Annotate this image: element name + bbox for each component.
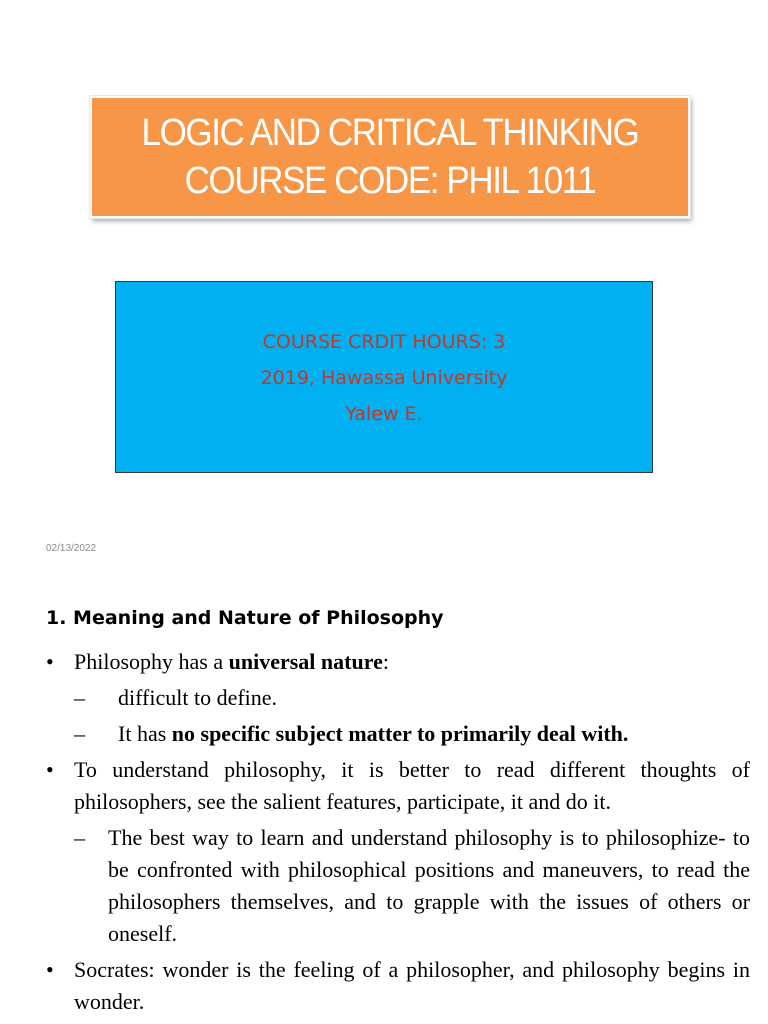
bullet-icon: • <box>46 649 54 674</box>
text-run: It has <box>118 721 172 746</box>
bullet-text <box>74 646 750 678</box>
credit-hours: COURSE CRDIT HOURS: 3 <box>262 331 506 353</box>
dash-icon: – <box>74 825 85 850</box>
subbullet-no-subject <box>74 718 750 750</box>
subbullet-text: difficult to define. <box>118 685 278 710</box>
bullet-understand-philosophy <box>46 754 750 818</box>
bold-run: no specific subject matter to primarily deal with. <box>171 721 629 746</box>
slide-content <box>46 646 750 1018</box>
bullet-universal-nature <box>46 646 750 678</box>
slide-date: 02/13/2022 <box>46 543 97 554</box>
course-info-box <box>115 281 653 473</box>
dash-icon: – <box>74 721 85 746</box>
subbullet-best-way <box>74 822 750 950</box>
bullet-icon: • <box>46 957 54 982</box>
bullet-socrates <box>46 954 750 1018</box>
year-university: 2019, Hawassa University <box>260 367 508 389</box>
section-heading: 1. Meaning and Nature of Philosophy <box>46 607 444 629</box>
title-line-1: LOGIC AND CRITICAL THINKING <box>141 112 639 154</box>
dash-icon: – <box>74 685 85 710</box>
subbullet-text <box>118 718 750 750</box>
title-line-2: COURSE CODE: PHIL 1011 <box>184 160 596 202</box>
author: Yalew E. <box>345 403 423 425</box>
bullet-icon: • <box>46 757 54 782</box>
text-run: Philosophy has a <box>74 649 229 674</box>
subbullet-difficult-define <box>74 682 750 714</box>
bullet-text: To understand philosophy, it is better to read different thoughts of philosophers, see the salient features, participate, it and do it. <box>74 757 750 814</box>
title-banner <box>90 96 690 218</box>
text-run: : <box>382 649 389 674</box>
bold-run: universal nature <box>228 649 383 674</box>
subbullet-text: The best way to learn and understand philosophy is to philosophize- to be confronted with philosophical positions and maneuvers, to read the philosophers themselves, and to grapple with the issues of others or oneself. <box>108 825 750 946</box>
bullet-text: Socrates: wonder is the feeling of a philosopher, and philosophy begins in wonder. <box>74 957 750 1014</box>
